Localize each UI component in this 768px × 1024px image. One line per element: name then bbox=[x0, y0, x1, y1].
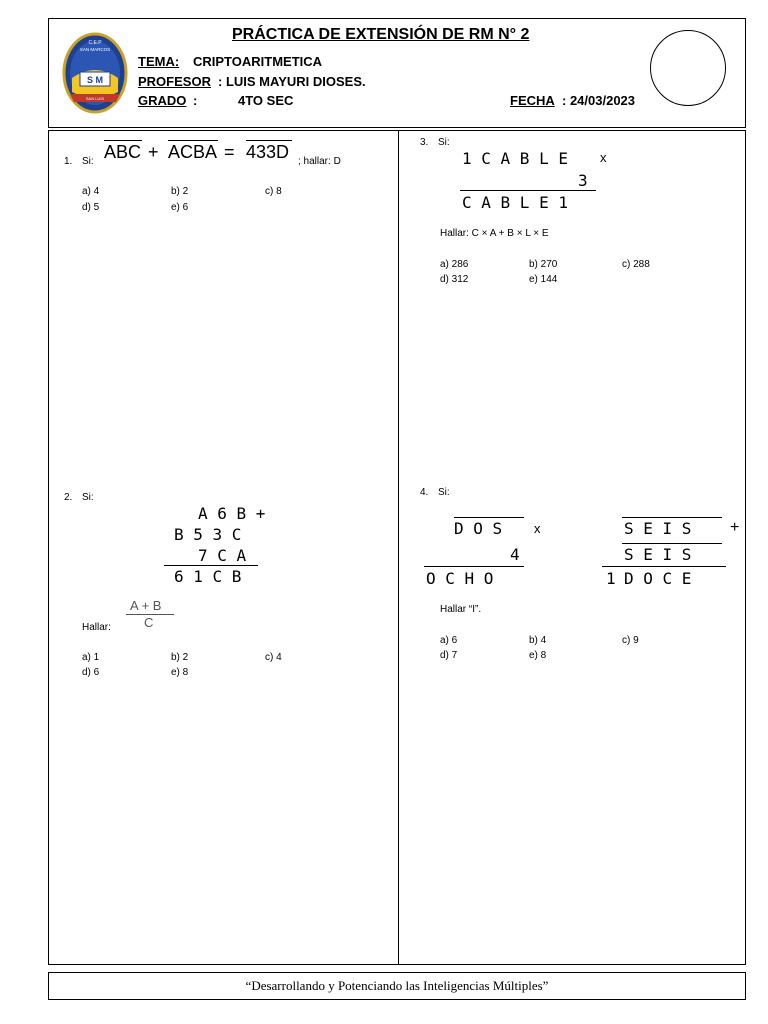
q2-option-c: c) 4 bbox=[265, 652, 282, 663]
q1-overline-acba bbox=[168, 140, 218, 141]
profesor-value: : LUIS MAYURI DIOSES. bbox=[218, 74, 366, 89]
q2-option-b: b) 2 bbox=[171, 652, 189, 663]
q4-ocho-overline bbox=[424, 566, 524, 567]
q1-overline-abc bbox=[104, 140, 142, 141]
q3-option-c: c) 288 bbox=[622, 259, 650, 270]
q3-product-line bbox=[460, 190, 596, 191]
q4-option-e: e) 8 bbox=[529, 650, 547, 661]
q3-hallar: Hallar: C × A + B × L × E bbox=[440, 228, 549, 239]
q4-si: Si: bbox=[438, 487, 450, 498]
q1-number: 1. bbox=[64, 156, 73, 167]
q1-equals: = bbox=[224, 142, 235, 162]
q3-option-a: a) 286 bbox=[440, 259, 469, 270]
logo-ribbon-text: SAN LUIS bbox=[85, 96, 105, 101]
q4-plus: + bbox=[730, 519, 740, 536]
q2-option-a: a) 1 bbox=[82, 652, 100, 663]
fecha-value: : 24/03/2023 bbox=[562, 93, 636, 108]
q1-option-b: b) 2 bbox=[171, 186, 189, 197]
column-divider bbox=[398, 130, 399, 965]
q1-option-c: c) 8 bbox=[265, 186, 282, 197]
grade-circle bbox=[650, 30, 726, 106]
q1-plus: + bbox=[148, 142, 159, 162]
q4-dos: D O S bbox=[454, 519, 503, 538]
q4-seis2-overline bbox=[622, 543, 722, 544]
q1-si: Si: bbox=[82, 156, 94, 167]
q2-row-2: B 5 3 C bbox=[174, 525, 242, 544]
q1-hallar: ; hallar: D bbox=[298, 156, 341, 167]
q4-four: 4 bbox=[510, 545, 520, 564]
q4-doce-overline bbox=[602, 566, 726, 567]
grado-value: 4TO SEC bbox=[238, 93, 294, 108]
q4-doce: D O C E bbox=[624, 569, 692, 588]
profesor-label: PROFESOR bbox=[138, 74, 211, 89]
q2-row-1: A 6 B + bbox=[198, 504, 266, 523]
q2-option-d: d) 6 bbox=[82, 667, 100, 678]
q2-number: 2. bbox=[64, 492, 73, 503]
q4-ocho: O C H O bbox=[426, 569, 494, 588]
q2-row-4: 6 1 C B bbox=[174, 567, 242, 586]
fecha-label: FECHA bbox=[510, 93, 555, 108]
q1-term-acba: ACBA bbox=[168, 142, 218, 162]
q3-times: x bbox=[600, 150, 607, 165]
q3-option-e: e) 144 bbox=[529, 274, 558, 285]
q4-times: x bbox=[534, 521, 541, 536]
q2-option-e: e) 8 bbox=[171, 667, 189, 678]
page-title: PRÁCTICA DE EXTENSIÓN DE RM N° 2 bbox=[232, 26, 530, 43]
q3-row-2: 3 bbox=[578, 171, 588, 190]
q4-option-d: d) 7 bbox=[440, 650, 458, 661]
q2-fraction-numerator: A + B bbox=[130, 598, 162, 613]
q1-overline-433d bbox=[246, 140, 292, 141]
q4-seis-1: S E I S bbox=[624, 519, 692, 538]
school-logo bbox=[62, 32, 128, 114]
q4-seis1-overline bbox=[622, 517, 722, 518]
q4-hallar: Hallar “I”. bbox=[440, 604, 482, 615]
q2-hallar: Hallar: bbox=[82, 622, 111, 633]
q1-term-433d: 433D bbox=[246, 142, 290, 162]
q4-doce-one: 1 bbox=[606, 569, 616, 588]
logo-top-text: C.E.P bbox=[88, 40, 102, 46]
q2-row-3: 7 C A bbox=[198, 546, 247, 565]
q4-seis-2: S E I S bbox=[624, 545, 692, 564]
tema-value: CRIPTOARITMETICA bbox=[193, 54, 323, 69]
q2-fraction-denominator: C bbox=[144, 615, 154, 630]
q1-option-d: d) 5 bbox=[82, 202, 100, 213]
q3-row-1: 1 C A B L E bbox=[462, 149, 568, 168]
q4-number: 4. bbox=[420, 487, 429, 498]
q4-dos-overline bbox=[454, 517, 524, 518]
grado-label: GRADO bbox=[138, 93, 187, 108]
tema-label: TEMA: bbox=[138, 54, 180, 69]
q1-option-a: a) 4 bbox=[82, 186, 100, 197]
q4-option-a: a) 6 bbox=[440, 635, 458, 646]
footer-motto: “Desarrollando y Potenciando las Inteligencias Múltiples” bbox=[48, 972, 746, 1000]
q3-number: 3. bbox=[420, 137, 429, 148]
logo-arc-text: SAN MARCOS bbox=[79, 47, 111, 52]
grado-colon: : bbox=[193, 93, 198, 108]
q4-option-b: b) 4 bbox=[529, 635, 547, 646]
q2-sum-line bbox=[164, 565, 258, 566]
logo-letters: S M bbox=[86, 75, 104, 85]
q1-term-abc: ABC bbox=[104, 142, 142, 162]
q3-row-3: C A B L E 1 bbox=[462, 193, 568, 212]
q2-si: Si: bbox=[82, 492, 94, 503]
q3-option-d: d) 312 bbox=[440, 274, 469, 285]
q1-option-e: e) 6 bbox=[171, 202, 189, 213]
q3-option-b: b) 270 bbox=[529, 259, 558, 270]
q3-si: Si: bbox=[438, 137, 450, 148]
q4-option-c: c) 9 bbox=[622, 635, 639, 646]
